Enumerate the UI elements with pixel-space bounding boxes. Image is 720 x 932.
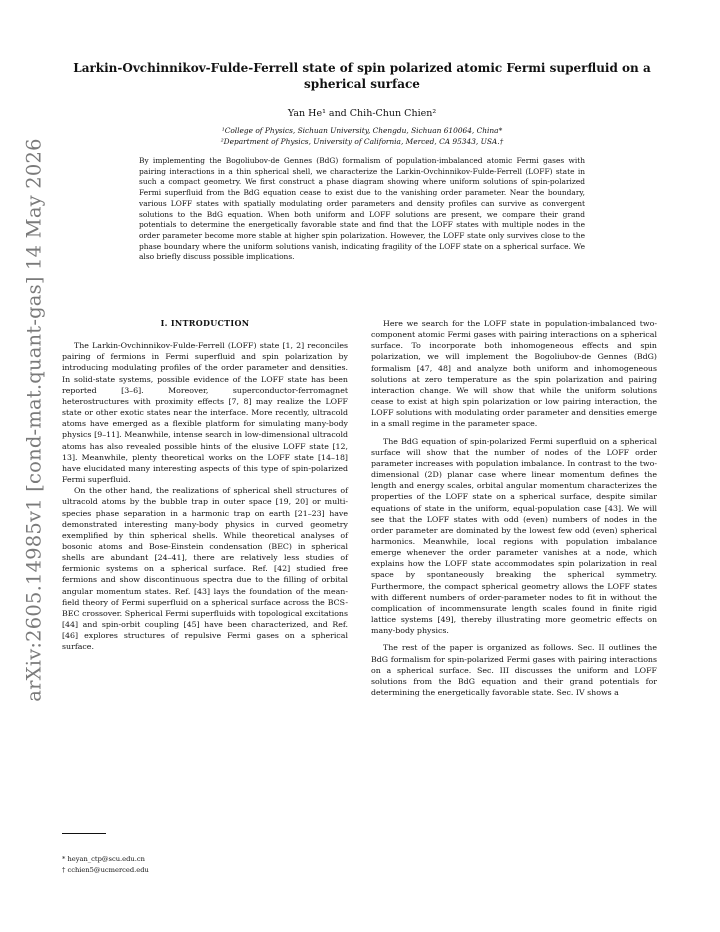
arxiv-identifier-text: arXiv:2605.14985v1 [cond-mat.quant-gas] 14 May 2026 (22, 138, 46, 702)
section-heading-introduction: I. INTRODUCTION (160, 318, 250, 328)
affiliation-2: ²Department of Physics, University of California, Merced, CA 95343, USA.† (220, 137, 504, 146)
footnotes (62, 854, 149, 875)
abstract: By implementing the Bogoliubov-de Gennes (BdG) formalism of population-imbalanced atomic Fermi gases with pairing interactions in a thin spherical shell, we characterize the Larkin-Ovchinnikov-Fulde-Ferrell (LOFF) state in such a compact geometry. We first construct a phase diagram showing where uniform solutions of spin-polarized Fermi superfluid from the BdG equation cease to exist due to the vanishing order parameter. Near the boundary, various LOFF states with spatially modulating order parameters and density profiles can survive as convergent solutions to the BdG equation. When both uniform and LOFF solutions are present, we compare their grand potentials to determine the energetically favorable state and find that the LOFF states with multiple nodes in the order parameter become more stable at higher spin polarization. However, the LOFF state only survives close to the phase boundary where the uniform solutions vanish, indicating fragility of the LOFF state on a spherical surface. We also briefly discuss possible implications. (139, 156, 585, 262)
arxiv-identifier-stamp (15, 138, 53, 702)
intro-paragraph-2: On the other hand, the realizations of spherical shell structures of ultracold atoms by the bubble trap in outer space [19, 20] or multi-species phase separation in a harmonic trap on earth [21–23] have demonstrated interesting many-body physics in curved geometry exemplified by thin spherical shells. While theoretical analyses of bosonic atoms and Bose-Einstein condensation (BEC) in spherical shells are abundant [24–41], there are relatively less studies of fermionic systems on a spherical surface. Ref. [42] studied free fermions and show discontinuous spectra due to the filling of orbital angular momentum states. Ref. [43] lays the foundation of the mean-field theory of Fermi superfluid on a spherical surface across the BCS-BEC crossover. Spherical Fermi superfluids with topological excitations [44] and spin-orbit coupling [45] have been characterized, and Ref. [46] explores structures of repulsive Fermi gases on a spherical surface. (62, 486, 348, 652)
affiliation-1: ¹College of Physics, Sichuan University, Chengdu, Sichuan 610064, China* (221, 126, 503, 135)
paper-title: Larkin-Ovchinnikov-Fulde-Ferrell state of spin polarized atomic Fermi superfluid on a spherical surface (73, 61, 651, 91)
footnote-email-1[interactable]: * heyan_ctp@scu.edu.cn (62, 855, 145, 863)
intro-paragraph-4: The BdG equation of spin-polarized Fermi superfluid on a spherical surface will show that the number of nodes of the LOFF order parameter increases with population imbalance. In contrast to the two-dimensional (2D) planar case where linear momentum defines the length and energy scales, orbital angular momentum characterizes the properties of the LOFF state on a spherical surface, despite similar equations of state in the uniform, equal-population case [43]. We will see that the LOFF states with odd (even) numbers of nodes in the order parameter are dominated by the lowest few odd (even) spherical harmonics. Meanwhile, local regions with population imbalance emerge whenever the order parameter vanishes at a node, which explains how the LOFF state accommodates spin polarization in real space by spontaneously breaking the spherical symmetry. Furthermore, the compact spherical geometry allows the LOFF states with different numbers of order-parameter nodes to fit in without the complication of incommensurate length scales found in finite rigid lattice systems [49], thereby illustrating more geometric effects on many-body physics. (371, 436, 657, 636)
footnote-email-2[interactable]: † cchien5@ucmerced.edu (62, 865, 149, 874)
intro-paragraph-1: The Larkin-Ovchinnikov-Fulde-Ferrell (LOFF) state [1, 2] reconciles pairing of fermions in Fermi superfluid and spin polarization by introducing modulating profiles of the order parameter and densities. In solid-state systems, possible evidence of the LOFF state has been reported [3–6]. Moreover, superconductor-ferromagnet heterostructures with proximity effects [7, 8] may realize the LOFF state or other exotic states near the interface. More recently, ultracold atoms have emerged as a flexible platform for simulating many-body physics [9–11]. Meanwhile, intense search in low-dimensional ultracold atoms has also revealed possible hints of the elusive LOFF state [12, 13]. Meanwhile, plenty theoretical works on the LOFF state [14–18] have elucidated many interesting aspects of this type of spin-polarized Fermi superfluid. (62, 341, 348, 485)
footnote-divider (62, 833, 106, 834)
intro-paragraph-5: The rest of the paper is organized as follows. Sec. II outlines the BdG formalism for spin-polarized Fermi gases with pairing interactions on a spherical surface. Sec. III discusses the uniform and LOFF solutions from the BdG equation and their grand potentials for determining the energetically favorable state. Sec. IV shows a (371, 643, 657, 697)
intro-paragraph-3: Here we search for the LOFF state in population-imbalanced two-component atomic Fermi gases with pairing interactions on a spherical surface. To incorporate both inhomogeneous effects and spin polarization, we will implement the Bogoliubov-de Gennes (BdG) formalism [47, 48] and analyze both uniform and inhomogeneous solutions at zero temperature as the spin polarization and pairing interaction change. We will show that while the uniform solutions cease to exist at high spin polarization or low pairing interaction, the LOFF solutions with modulating order parameter and densities emerge in a small regime in the parameter space. (371, 319, 657, 429)
affiliations (62, 125, 662, 147)
right-column (371, 318, 657, 698)
author-list: Yan He¹ and Chih-Chun Chien² (287, 108, 437, 119)
left-column (62, 318, 348, 653)
